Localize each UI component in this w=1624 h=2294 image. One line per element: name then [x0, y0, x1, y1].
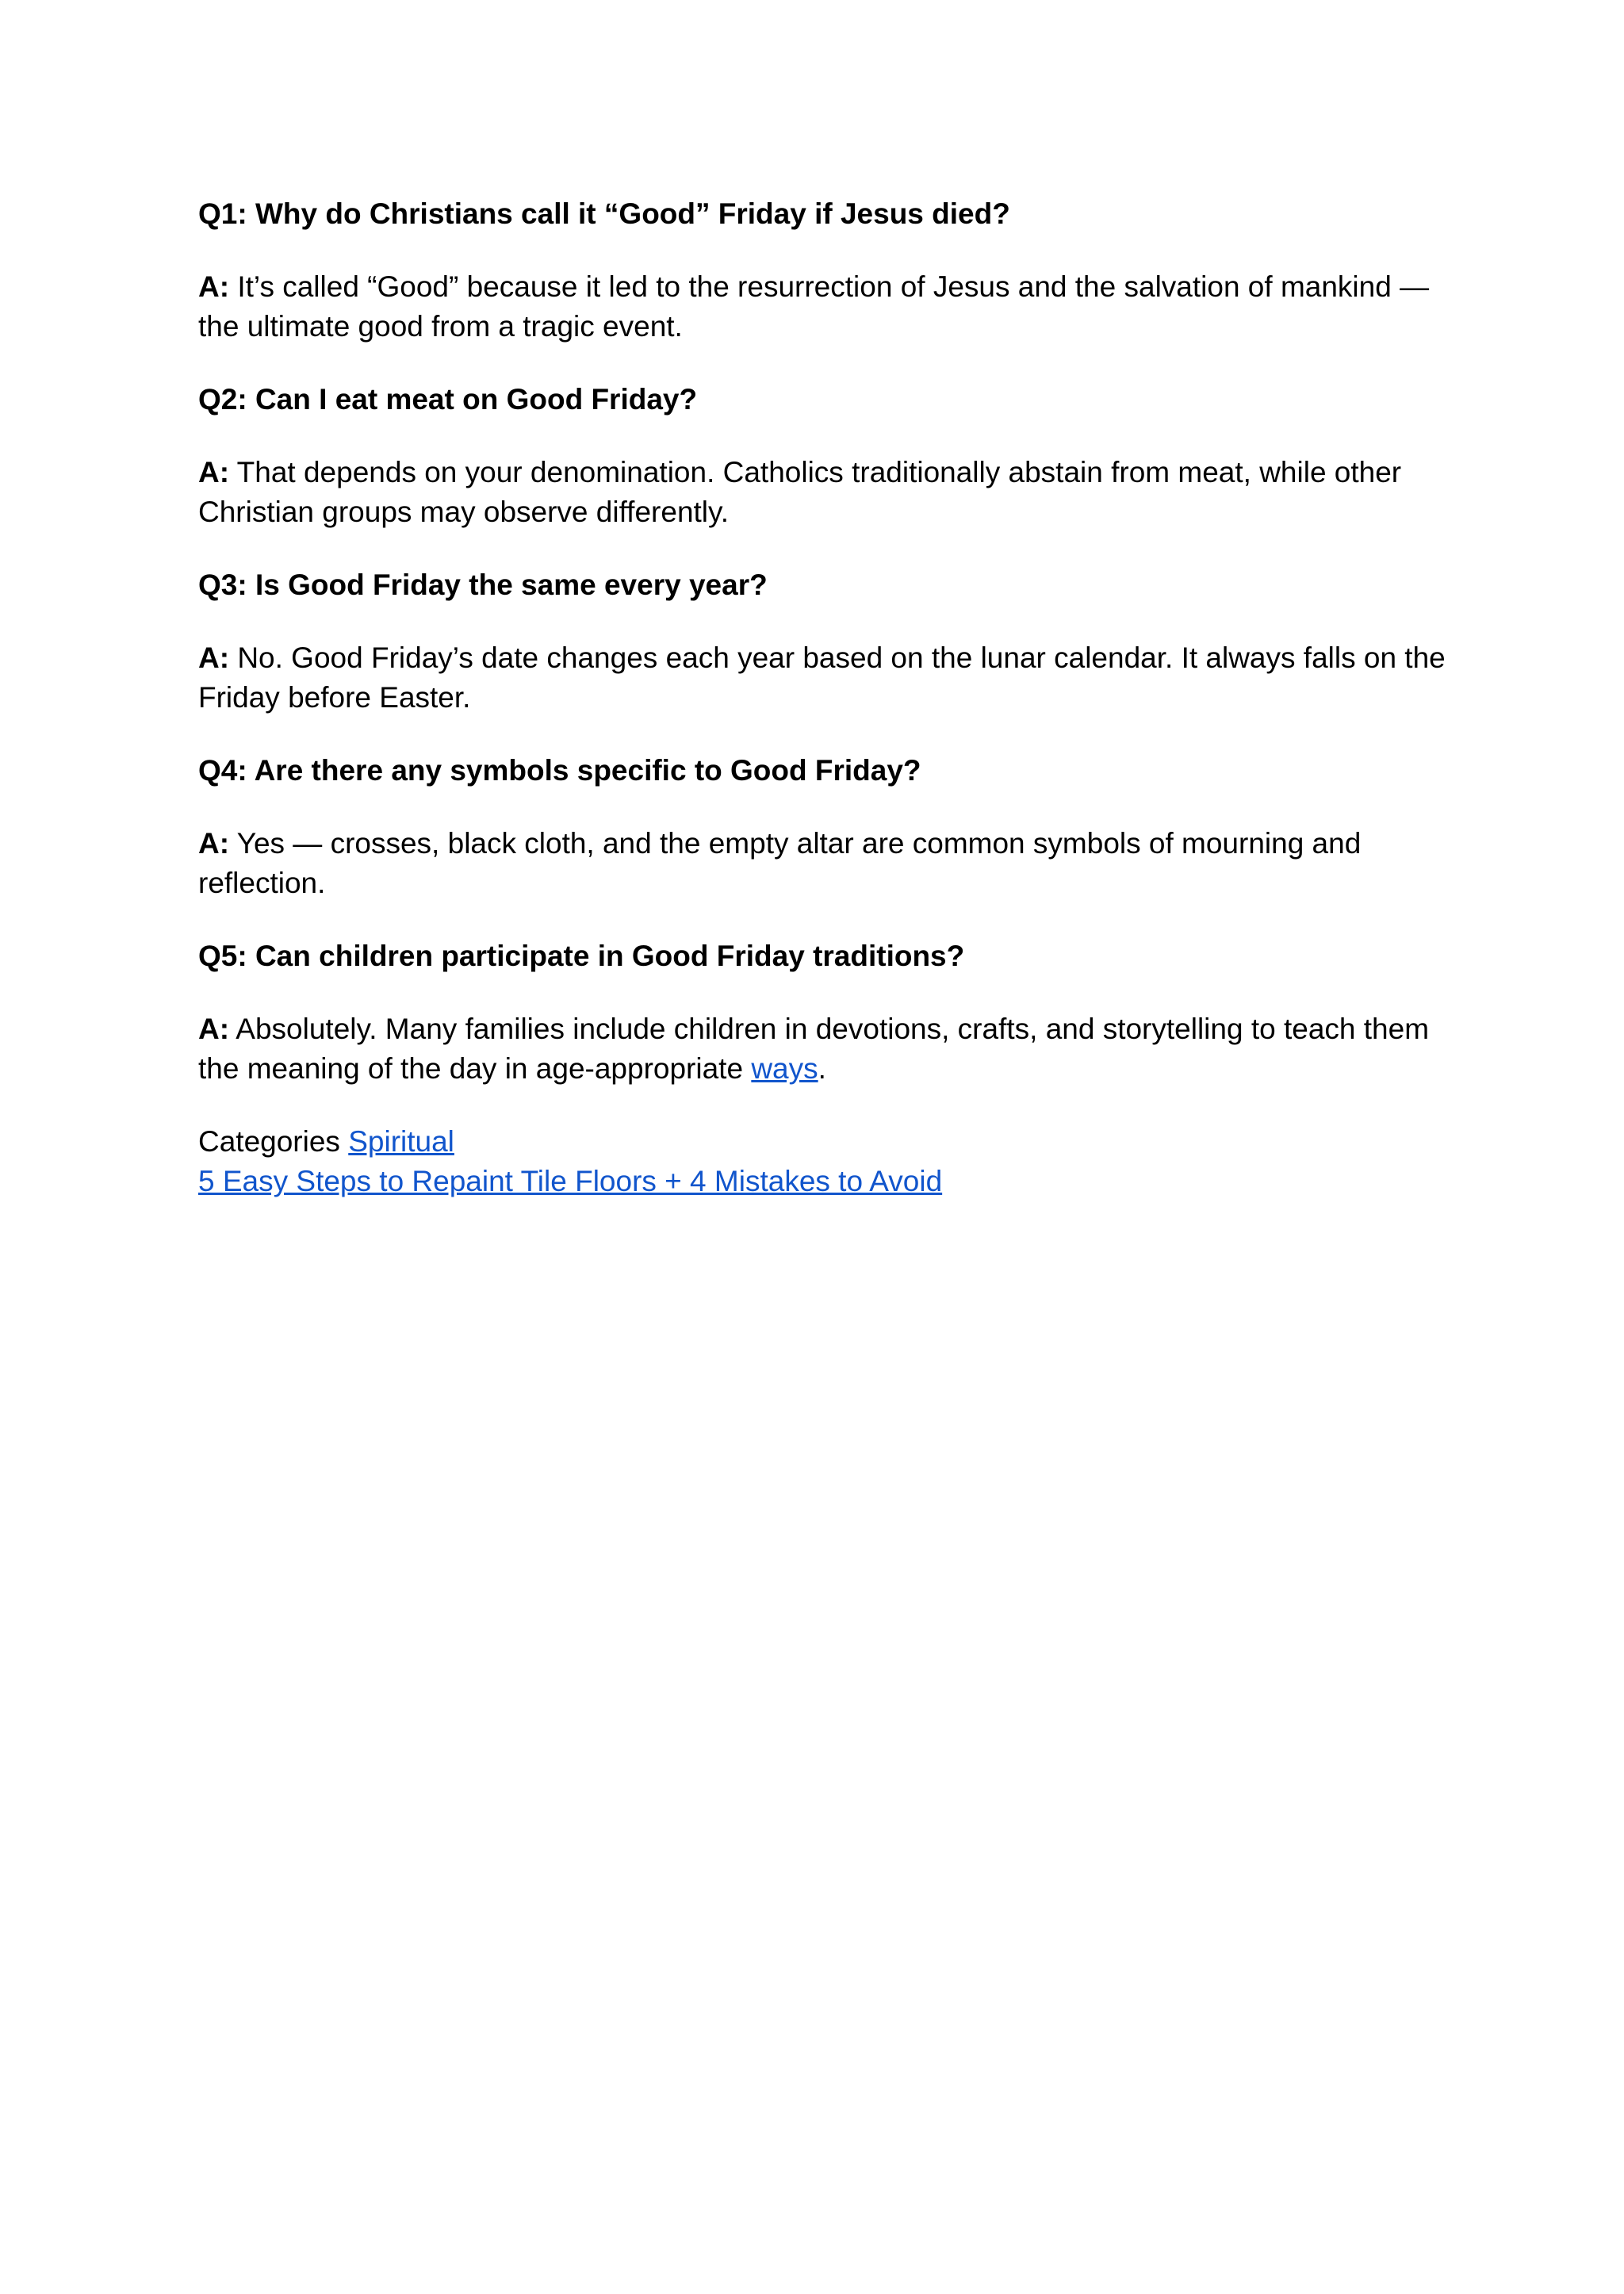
faq-answer-3 [198, 638, 1451, 718]
next-post-line [198, 1162, 1451, 1201]
categories-label: Categories [198, 1125, 340, 1158]
faq-answer-1 [198, 267, 1451, 347]
faq-question-5: Q5: Can children participate in Good Friday traditions? [198, 940, 965, 972]
faq-question-1: Q1: Why do Christians call it “Good” Friday if Jesus died? [198, 197, 1010, 230]
ways-link[interactable]: ways [751, 1052, 818, 1085]
answer-prefix: A: [198, 456, 230, 488]
category-spiritual-link[interactable]: Spiritual [348, 1125, 454, 1158]
faq-question-2: Q2: Can I eat meat on Good Friday? [198, 383, 698, 416]
answer-prefix: A: [198, 827, 230, 860]
categories-line [198, 1122, 1451, 1162]
answer-prefix: A: [198, 641, 230, 674]
answer-text: No. Good Friday’s date changes each year based on the lunar calendar. It always falls on the Friday before Easter. [198, 641, 1446, 714]
answer-text: That depends on your denomination. Catholics traditionally abstain from meat, while other Christian groups may observe differently. [198, 456, 1402, 528]
answer-prefix: A: [198, 270, 230, 303]
answer-prefix: A: [198, 1013, 230, 1045]
answer-text: Yes — crosses, black cloth, and the empty altar are common symbols of mourning and reflection. [198, 827, 1362, 899]
faq-answer-5 [198, 1009, 1451, 1089]
faq-answer-4 [198, 824, 1451, 903]
faq-question-4: Q4: Are there any symbols specific to Good Friday? [198, 754, 921, 787]
faq-question-3: Q3: Is Good Friday the same every year? [198, 569, 768, 601]
answer-text: It’s called “Good” because it led to the resurrection of Jesus and the salvation of mankind — the ultimate good from a tragic event. [198, 270, 1430, 343]
faq-answer-2 [198, 453, 1451, 532]
answer-text: Absolutely. Many families include children in devotions, crafts, and storytelling to teach them the meaning of the day in age-appropriate [198, 1013, 1430, 1085]
faq-content [198, 194, 1451, 1201]
answer-suffix: . [818, 1052, 826, 1085]
next-post-link[interactable]: 5 Easy Steps to Repaint Tile Floors + 4 Mistakes to Avoid [198, 1165, 943, 1197]
